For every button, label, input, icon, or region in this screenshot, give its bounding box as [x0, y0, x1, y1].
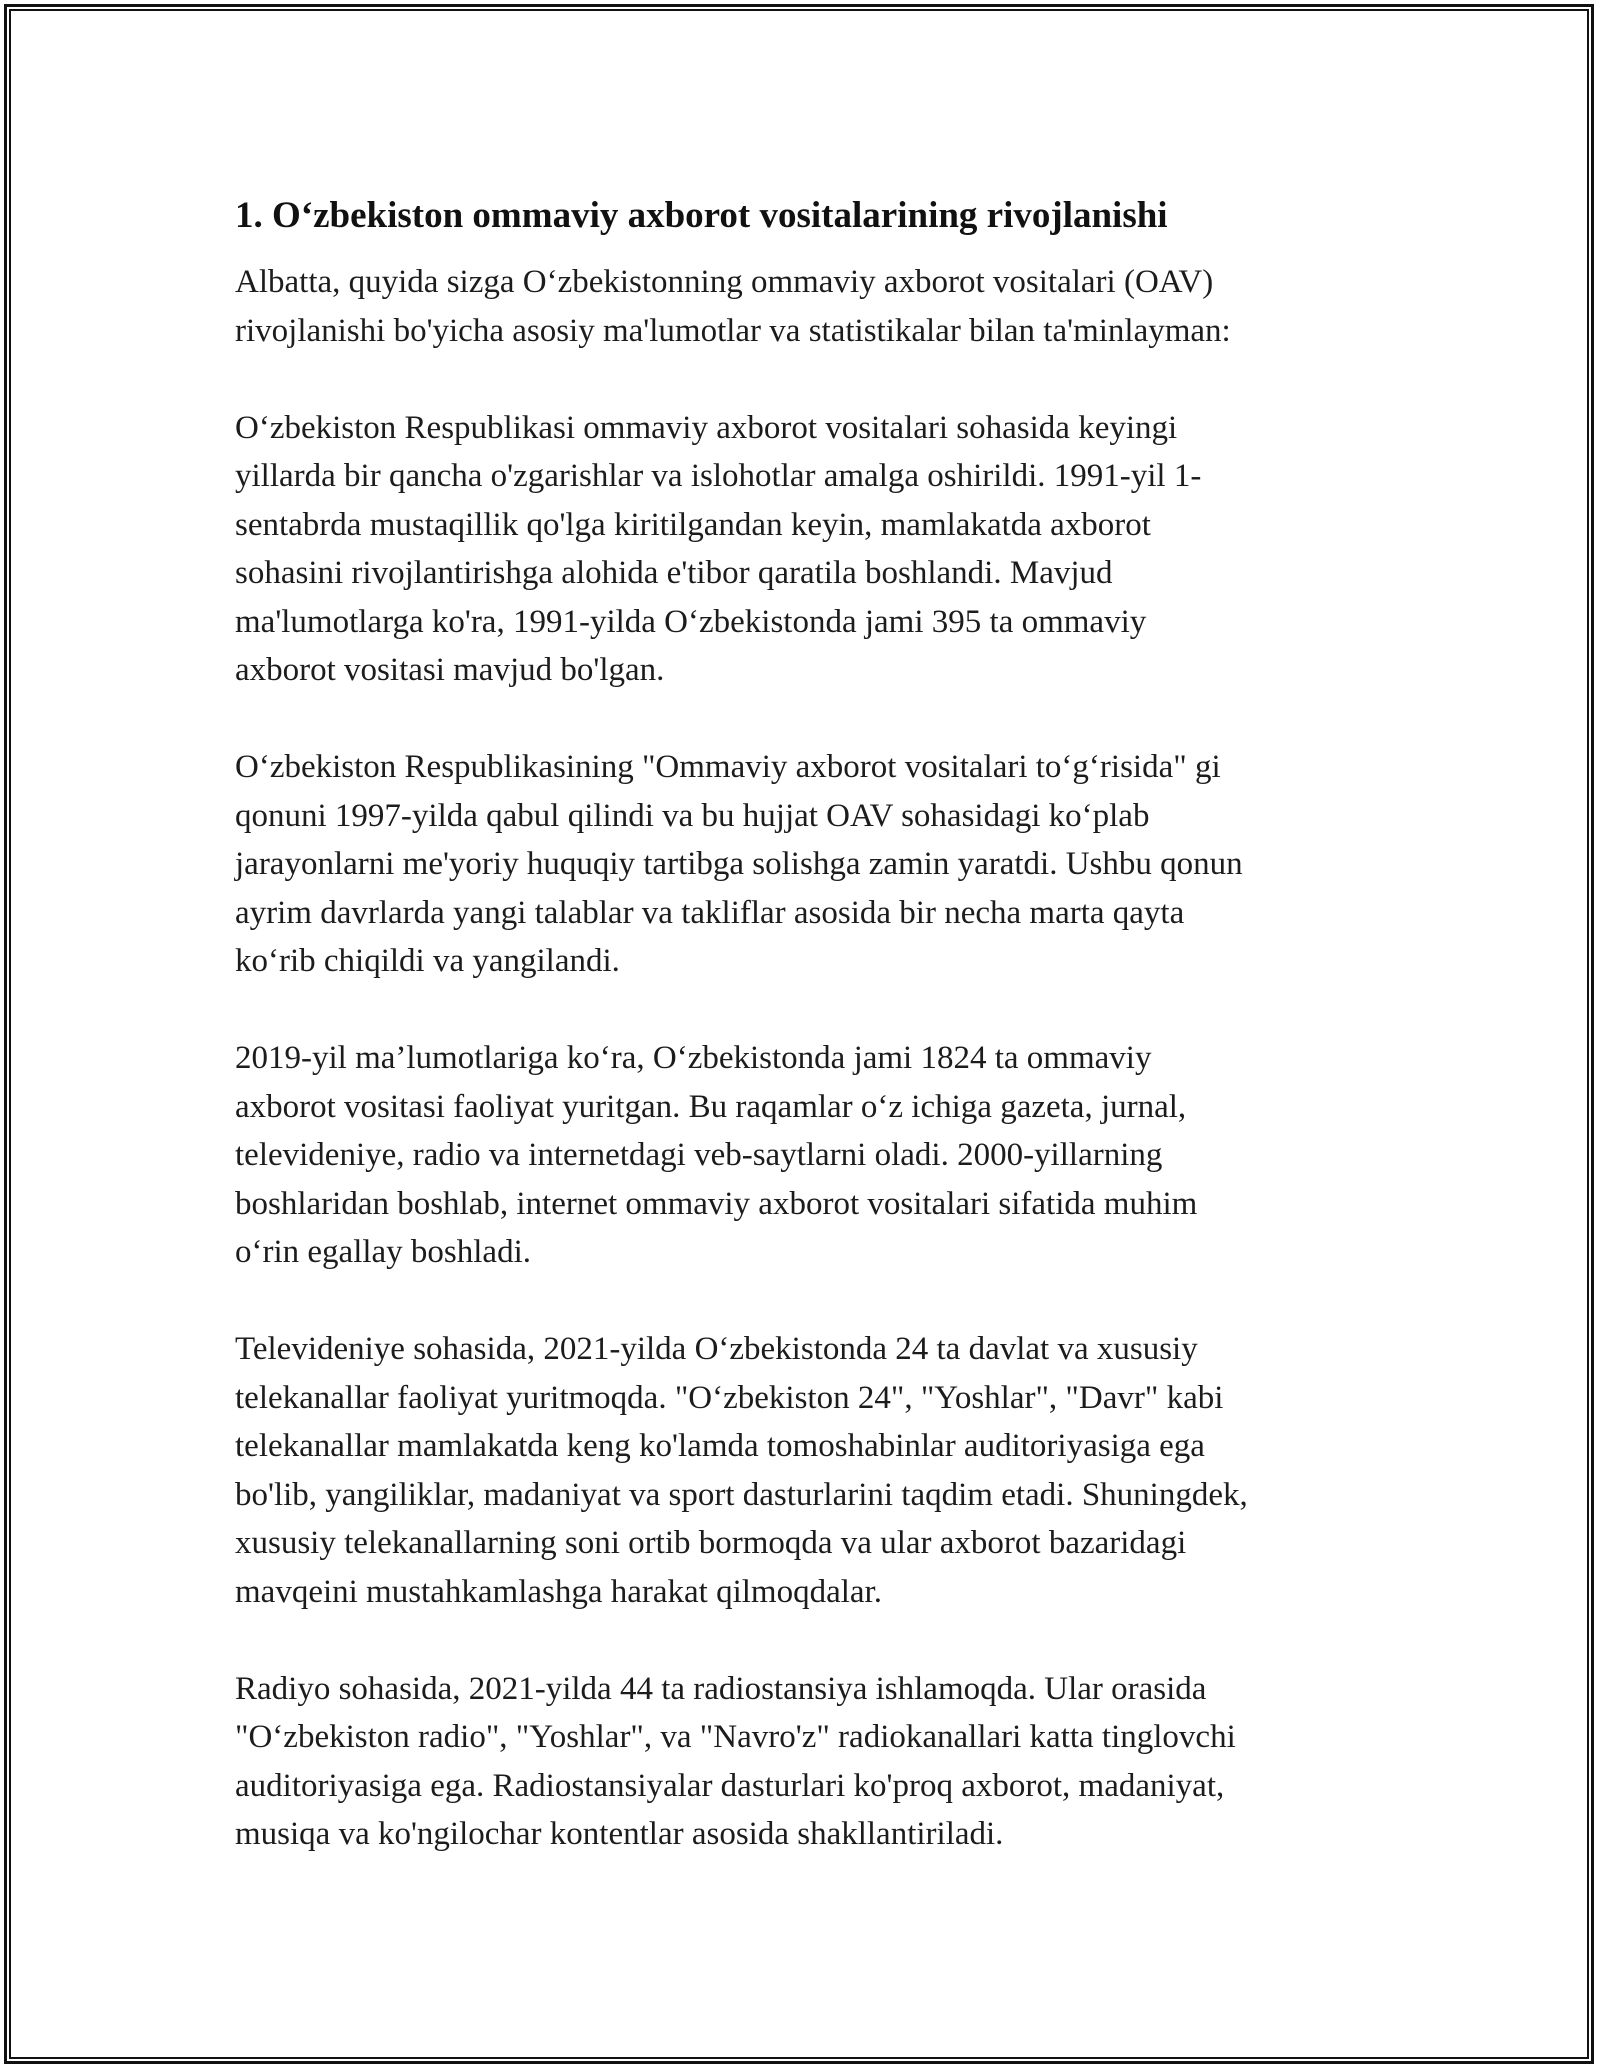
section-title: 1. O‘zbekiston ommaviy axborot vositalarining rivojlanishi	[235, 195, 1168, 236]
paragraph-law: O‘zbekiston Respublikasining "Ommaviy axborot vositalari to‘g‘risida" gi qonuni 1997-yilda qabul qilindi va bu hujjat OAV sohasidagi ko‘plab jarayonlarni me'yoriy huquqiy tartibga solishga zamin yaratdi. Ushbu qonun ayrim davrlarda yangi talablar va takliflar asosida bir necha marta qayta ko‘rib chiqildi va yangilandi.	[235, 749, 1243, 979]
paragraph-television: Televideniye sohasida, 2021-yilda O‘zbekistonda 24 ta davlat va xususiy telekanallar faoliyat yuritmoqda. "O‘zbekiston 24", "Yoshlar", "Davr" kabi telekanallar mamlakatda keng ko'lamda tomoshabinlar auditoriyasiga ega bo'lib, yangiliklar, madaniyat va sport dasturlarini taqdim etadi. Shuningdek, xususiy telekanallarning soni ortib bormoqda va ular axborot bazaridagi mavqeini mustahkamlashga harakat qilmoqdalar.	[235, 1331, 1248, 1610]
paragraph-intro: Albatta, quyida sizga O‘zbekistonning ommaviy axborot vositalari (OAV) rivojlanishi bo'yicha asosiy ma'lumotlar va statistikalar bilan ta'minlayman:	[235, 264, 1231, 349]
paragraph-statistics-2019: 2019-yil ma’lumotlariga ko‘ra, O‘zbekistonda jami 1824 ta ommaviy axborot vositasi faoliyat yuritgan. Bu raqamlar o‘z ichiga gazeta, jurnal, televideniye, radio va internetdagi veb-saytlarni oladi. 2000-yillarning boshlaridan boshlab, internet ommaviy axborot vositalari sifatida muhim o‘rin egallay boshladi.	[235, 1040, 1198, 1270]
document-body	[235, 188, 1375, 1859]
paragraph-history: O‘zbekiston Respublikasi ommaviy axborot vositalari sohasida keyingi yillarda bir qancha o'zgarishlar va islohotlar amalga oshirildi. 1991-yil 1- sentabrda mustaqillik qo'lga kiritilgandan keyin, mamlakatda axborot sohasini rivojlantirishga alohida e'tibor qaratila boshlandi. Mavjud ma'lumotlarga ko'ra, 1991-yilda O‘zbekistonda jami 395 ta ommaviy axborot vositasi mavjud bo'lgan.	[235, 409, 1202, 688]
paragraph-radio: Radiyo sohasida, 2021-yilda 44 ta radiostansiya ishlamoqda. Ular orasida "O‘zbekiston radio", "Yoshlar", va "Navro'z" radiokanallari katta tinglovchi auditoriyasiga ega. Radiostansiyalar dasturlari ko'proq axborot, madaniyat, musiqa va ko'ngilochar kontentlar asosida shakllantiriladi.	[235, 1670, 1236, 1852]
